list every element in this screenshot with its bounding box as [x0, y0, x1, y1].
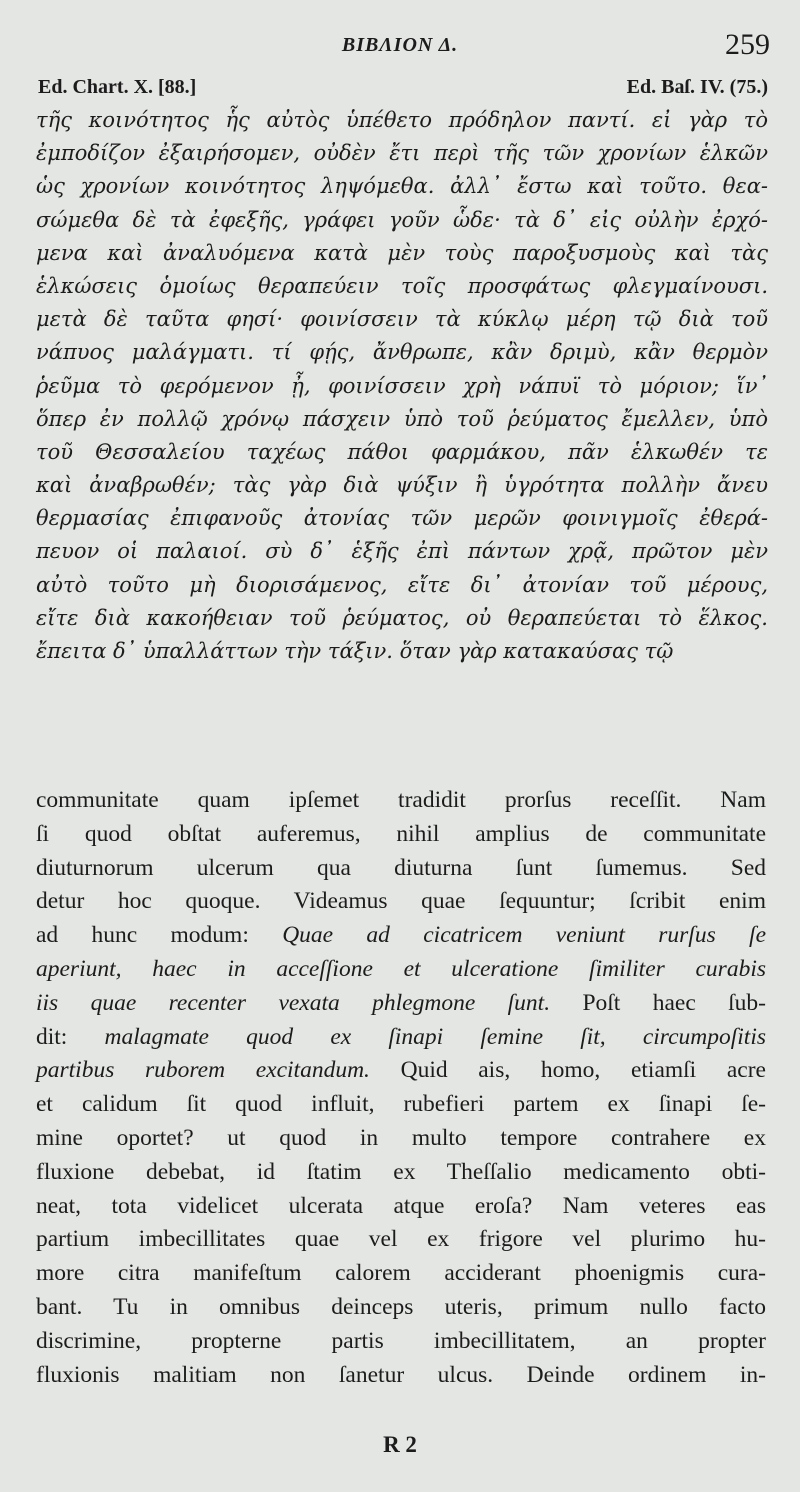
latin-text-segment: detur hoc quoque. Videamus quae ſequuntur; ſcribit enim — [36, 888, 766, 915]
latin-text-segment: diuturnorum ulcerum qua diuturna ſunt ſumemus. Sed — [36, 854, 766, 881]
latin-text-line — [36, 1257, 766, 1291]
latin-text-line — [36, 1021, 766, 1055]
latin-text-segment: dit: — [36, 1023, 105, 1050]
signature-mark: R 2 — [383, 1432, 417, 1457]
latin-italic-quote: malagmate quod ex ſinapi ſemine ſit, circumpoſitis — [104, 1023, 766, 1050]
greek-text-line: τῆς κοινότητος ἧς αὐτὸς ὑπέθετο πρόδηλον παντί. εἰ γὰρ τὸ — [36, 108, 768, 132]
latin-italic-quote: Quae ad cicatricem veniunt rurſus ſe — [282, 922, 766, 949]
greek-text-line: τοῦ Θεσσαλείου ταχέως πάθοι φαρμάκου, πᾶν ἑλκωθέν τε — [36, 439, 768, 464]
latin-text-segment: ad hunc modum: — [36, 922, 283, 949]
latin-text-line — [36, 1122, 766, 1156]
latin-text-line — [36, 1054, 766, 1088]
edition-basel-reference: Ed. Baſ. IV. (75.) — [626, 76, 768, 98]
greek-text-line: ἑλκώσεις ὁμοίως θεραπεύειν τοῖς προσφάτως φλεγμαίνουσι. — [36, 273, 768, 298]
greek-text-line: ὅπερ ἐν πολλῷ χρόνῳ πάσχειν ὑπὸ τοῦ ῥεύματος ἔμελλεν, ὑπὸ — [36, 406, 768, 431]
greek-text-line: μενα καὶ ἀναλυόμενα κατὰ μὲν τοὺς παροξυσμοὺς καὶ τὰς — [36, 240, 768, 265]
greek-text-line: ἔπειτα δ᾽ ὑπαλλάττων τὴν τάξιν. ὅταν γὰρ κατακαύσας τῷ — [36, 639, 674, 663]
latin-text-segment: Poſt haec ſub- — [550, 989, 766, 1016]
page-number: 259 — [725, 28, 770, 61]
latin-text-segment: bant. Tu in omnibus deinceps uteris, primum nullo facto — [36, 1293, 766, 1320]
latin-text-segment: ſi quod obſtat auferemus, nihil amplius de communitate — [36, 820, 766, 847]
latin-text-line — [36, 1359, 766, 1393]
latin-text-line — [36, 987, 766, 1021]
page-header — [0, 28, 800, 68]
greek-text-line: ῥεῦμα τὸ φερόμενον ᾖ, φοινίσσειν χρὴ νάπυϊ τὸ μόριον; ἵν᾽ — [36, 373, 768, 398]
latin-text-segment: et calidum ſit quod influit, rubefieri partem ex ſinapi ſe- — [36, 1091, 766, 1118]
greek-text-line: θερμασίας ἐπιφανοῦς ἀτονίας τῶν μερῶν φοινιγμοῖς ἐθερά- — [36, 506, 768, 531]
running-title: ΒΙΒΛΙΟΝ Δ. — [341, 34, 459, 56]
latin-text-line — [36, 1190, 766, 1224]
latin-text-line — [36, 818, 766, 852]
greek-text-line: μετὰ δὲ ταῦτα φησί· φοινίσσειν τὰ κύκλῳ μέρη τῷ διὰ τοῦ — [36, 307, 768, 332]
greek-text-line: ὡς χρονίων κοινότητος ληψόμεθα. ἀλλ᾽ ἔστω καὶ τοῦτο. θεα- — [36, 174, 768, 199]
greek-text-line: αὐτὸ τοῦτο μὴ διορισάμενος, εἴτε δι᾽ ἀτονίαν τοῦ μέρους, — [36, 572, 768, 597]
latin-text-segment: mine oportet? ut quod in multo tempore contrahere ex — [36, 1124, 766, 1151]
latin-text-segment: partium imbecillitates quae vel ex frigore vel plurimo hu- — [36, 1226, 766, 1253]
latin-text-line — [36, 953, 766, 987]
latin-text-line — [36, 1325, 766, 1359]
latin-text-segment: communitate quam ipſemet tradidit prorſus receſſit. Nam — [36, 787, 766, 813]
greek-text-line: εἴτε διὰ κακοήθειαν τοῦ ῥεύματος, οὐ θεραπεύεται τὸ ἕλκος. — [36, 605, 768, 630]
latin-italic-quote: aperiunt, haec in acceſſione et ulceratione ſimiliter curabis — [36, 955, 766, 982]
latin-text-line — [36, 852, 766, 886]
latin-text-segment: neat, tota videlicet ulcerata atque eroſa? Nam veteres eas — [36, 1192, 766, 1219]
latin-translation-block — [36, 784, 766, 1392]
latin-text-segment: Quid ais, homo, etiamſi acre — [369, 1057, 766, 1084]
greek-text-line: ἐμποδίζον ἐξαιρήσομεν, οὐδὲν ἔτι περὶ τῆς τῶν χρονίων ἑλκῶν — [36, 141, 768, 166]
latin-text-line — [36, 1088, 766, 1122]
latin-text-segment: fluxionis malitiam non ſanetur ulcus. Deinde ordinem in- — [36, 1361, 766, 1388]
latin-text-line — [36, 784, 766, 818]
latin-text-line — [36, 885, 766, 919]
latin-text-line — [36, 1156, 766, 1190]
edition-reference-line — [38, 76, 768, 104]
edition-chartier-reference: Ed. Chart. X. [88.] — [38, 76, 197, 98]
latin-italic-quote: iis quae recenter vexata phlegmone ſunt. — [36, 989, 551, 1016]
greek-text-line: καὶ ἀναβρωθέν; τὰς γὰρ διὰ ψύξιν ἢ ὑγρότητα πολλὴν ἄνευ — [36, 473, 768, 498]
greek-text-line: νάπυος μαλάγματι. τί φῄς, ἄνθρωπε, κἂν δριμὺ, κἂν θερμὸν — [36, 340, 768, 365]
latin-text-line — [36, 1223, 766, 1257]
greek-text-line: πευον οἱ παλαιοί. σὺ δ᾽ ἑξῆς ἐπὶ πάντων χρᾷ, πρῶτον μὲν — [36, 539, 768, 564]
latin-italic-quote: partibus ruborem excitandum. — [36, 1057, 370, 1084]
greek-text-line: σώμεθα δὲ τὰ ἐφεξῆς, γράφει γοῦν ὧδε· τὰ δ᾽ εἰς οὐλὴν ἐρχό- — [36, 207, 768, 232]
latin-text-segment: discrimine, propterne partis imbecillitatem, an propter — [36, 1327, 766, 1354]
greek-text-block — [36, 104, 768, 668]
latin-text-line — [36, 919, 766, 953]
latin-text-segment: more citra manifeſtum calorem acciderant phoenigmis cura- — [36, 1260, 766, 1287]
latin-text-line — [36, 1291, 766, 1325]
latin-text-segment: fluxione debebat, id ſtatim ex Theſſalio medicamento obti- — [36, 1158, 766, 1185]
